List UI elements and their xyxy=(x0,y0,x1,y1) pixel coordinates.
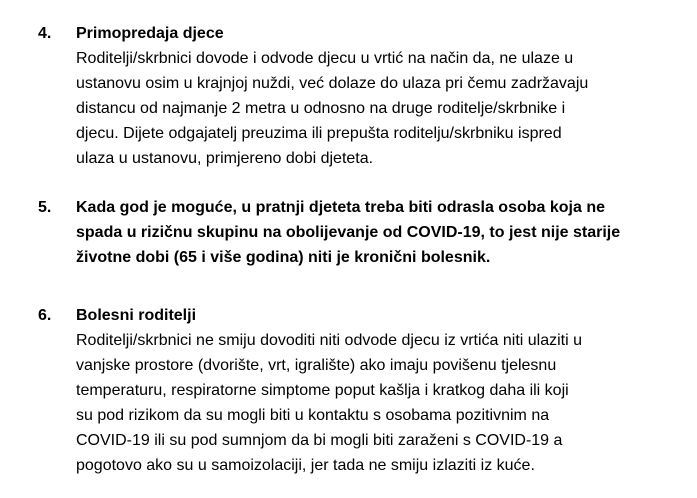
list-number: 5. xyxy=(38,199,52,216)
paragraph-line: pogotovo ako su u samoizolaciji, jer tada ne smiju izlaziti iz kuće. xyxy=(76,457,535,474)
list-item-content xyxy=(76,21,676,171)
paragraph-line-bold: spada u rizičnu skupinu na obolijevanje od COVID-19, to jest nije starije xyxy=(76,224,621,241)
paragraph-line-bold: Kada god je moguće, u pratnji djeteta treba biti odrasla osoba koja ne xyxy=(76,199,605,216)
paragraph-line: djecu. Dijete odgajatelj preuzima ili prepušta roditelju/skrbniku ispred xyxy=(76,125,562,142)
paragraph-line: Roditelji/skrbnici ne smiju dovoditi niti odvode djecu iz vrtića niti ulaziti u xyxy=(76,332,583,349)
paragraph-line: distancu od najmanje 2 metra u odnosno na druge roditelje/skrbnike i xyxy=(76,100,566,117)
paragraph-line: temperaturu, respiratorne simptome poput kašlja i kratkog daha ili koji xyxy=(76,382,569,399)
list-number: 4. xyxy=(38,25,52,42)
paragraph-line-bold: životne dobi (65 i više godina) niti je kronični bolesnik. xyxy=(76,249,491,266)
section-heading: Primopredaja djece xyxy=(76,25,224,42)
paragraph-line: vanjske prostore (dvorište, vrt, igralište) ako imaju povišenu tjelesnu xyxy=(76,357,557,374)
paragraph-line: su pod rizikom da su mogli biti u kontaktu s osobama pozitivnim na xyxy=(76,407,550,424)
list-number: 6. xyxy=(38,307,52,324)
list-item-content xyxy=(76,195,676,270)
paragraph-line: ulaza u ustanovu, primjereno dobi djeteta. xyxy=(76,150,374,167)
paragraph-line: ustanovu osim u krajnjoj nuždi, već dolaze do ulaza pri čemu zadržavaju xyxy=(76,75,589,92)
paragraph-line: Roditelji/skrbnici dovode i odvode djecu u vrtić na način da, ne ulaze u xyxy=(76,50,574,67)
list-item-content xyxy=(76,303,676,478)
section-heading: Bolesni roditelji xyxy=(76,307,197,324)
paragraph-line: COVID-19 ili su pod sumnjom da bi mogli biti zaraženi s COVID-19 a xyxy=(76,432,563,449)
